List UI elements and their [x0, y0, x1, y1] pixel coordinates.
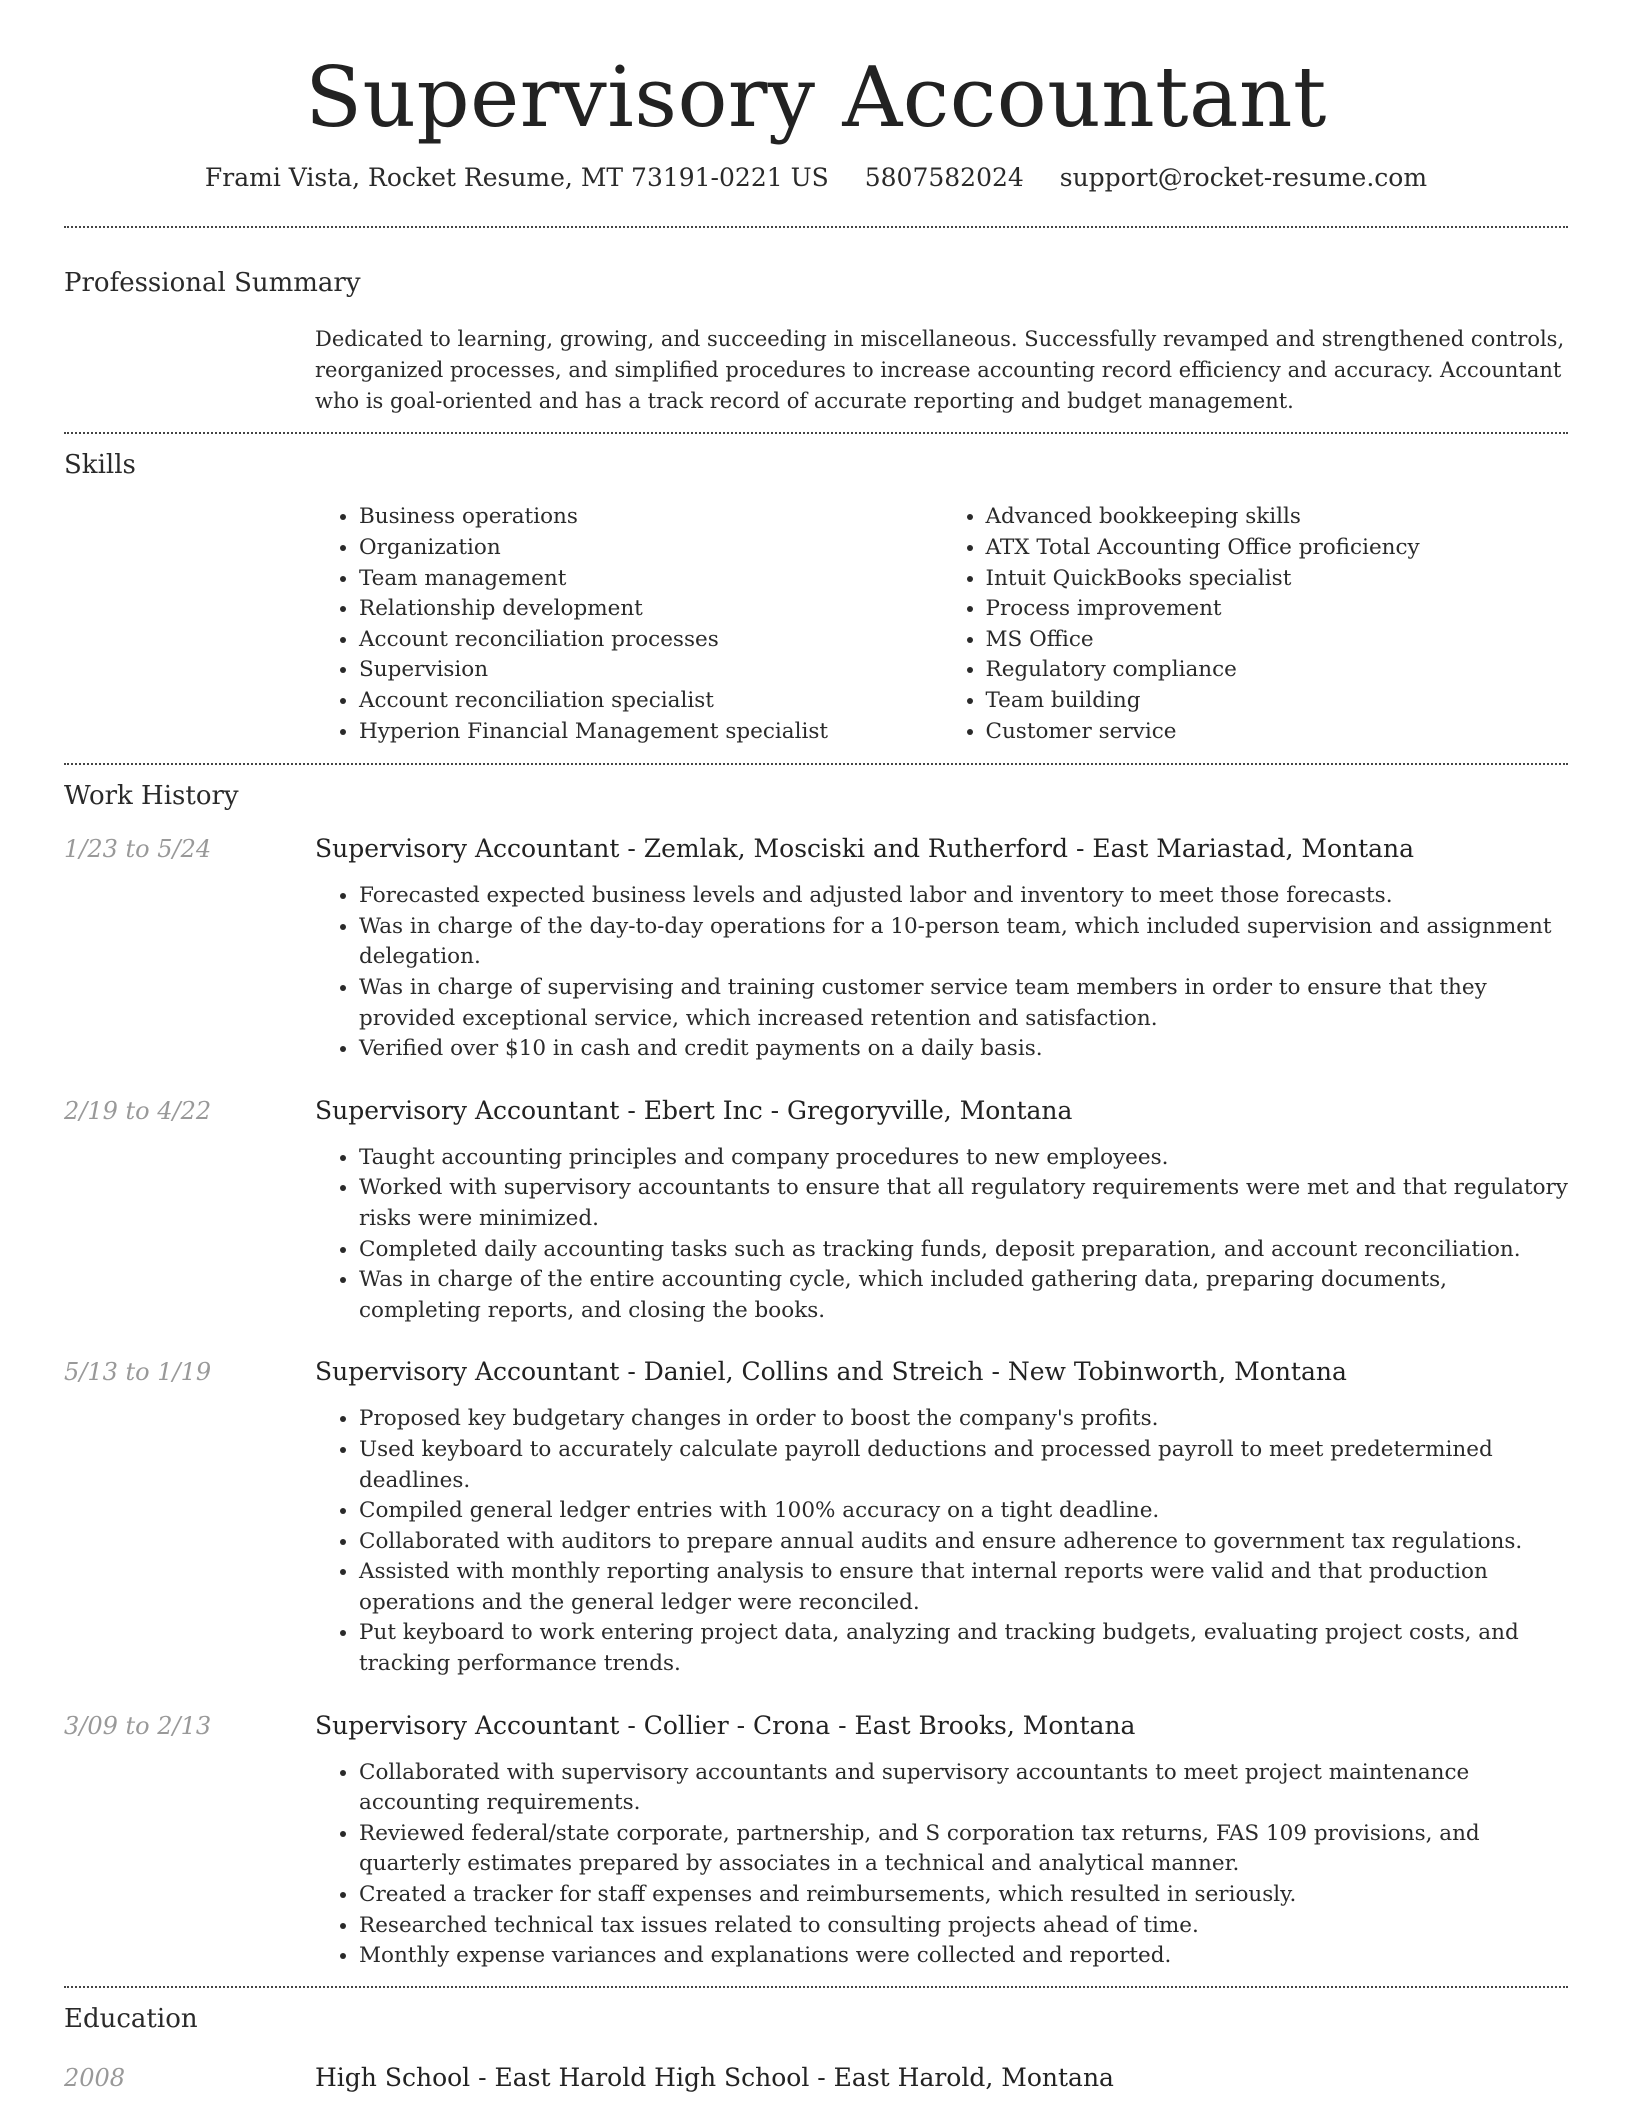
job-dates: 5/13 to 1/19: [64, 1358, 212, 1387]
job-bullet: • Worked with supervisory accountants to ensure that all regulatory requirements were met and that regulatory risks were minimized.: [359, 1173, 1568, 1234]
job-dates: 1/23 to 5/24: [64, 835, 212, 864]
summary-section: [64, 268, 1568, 417]
job-bullet: • Used keyboard to accurately calculate payroll deductions and processed payroll to meet predetermined deadlines.: [359, 1435, 1568, 1496]
job-bullet: • Was in charge of the entire accounting cycle, which included gathering data, preparing documents, completing reports, and closing the books.: [359, 1265, 1568, 1326]
skill-item: • Business operations: [359, 502, 942, 533]
candidate-name: Supervisory Accountant: [305, 49, 1327, 146]
job-title: Supervisory Accountant - Collier - Crona - East Brooks, Montana: [315, 1710, 1136, 1740]
contact-address: Frami Vista, Rocket Resume, MT 73191-0221 US: [204, 163, 829, 193]
skill-item: • Intuit QuickBooks specialist: [986, 564, 1569, 595]
job-bullet: • Researched technical tax issues related to consulting projects ahead of time.: [359, 1911, 1568, 1942]
summary-heading: Professional Summary: [64, 268, 361, 299]
work-history-heading: Work History: [64, 781, 239, 812]
skills-list-right: [942, 502, 1569, 747]
job-bullet-list: [315, 1758, 1568, 1972]
job-bullet: • Reviewed federal/state corporate, partnership, and S corporation tax returns, FAS 109 provisions, and quarterly estimates prepared by associates in a technical and analytical manner.: [359, 1819, 1568, 1880]
job-bullet: • Collaborated with supervisory accountants and supervisory accountants to meet project maintenance accounting requirements.: [359, 1758, 1568, 1819]
job-body: [315, 1356, 1568, 1679]
skills-list-left: [315, 502, 942, 747]
job-body: [315, 1095, 1568, 1327]
work-history-section: [64, 765, 1568, 1972]
job-bullet: • Was in charge of the day-to-day operations for a 10-person team, which included supervision and assignment delegation.: [359, 912, 1568, 973]
job-entry: [64, 1356, 1568, 1679]
skill-item: • Customer service: [986, 717, 1569, 748]
job-title: Supervisory Accountant - Zemlak, Mosciski and Rutherford - East Mariastad, Montana: [315, 834, 1415, 864]
job-bullet: • Compiled general ledger entries with 100% accuracy on a tight deadline.: [359, 1496, 1568, 1527]
skill-item: • ATX Total Accounting Office proficiency: [986, 533, 1569, 564]
skill-item: • Hyperion Financial Management specialist: [359, 717, 942, 748]
skills-section: [64, 434, 1568, 747]
skills-columns: [315, 502, 1568, 747]
education-body: [315, 2062, 1568, 2094]
job-bullet: • Created a tracker for staff expenses and reimbursements, which resulted in seriously.: [359, 1880, 1568, 1911]
job-bullet-list: [315, 1404, 1568, 1679]
job-bullet: • Was in charge of supervising and training customer service team members in order to ensure that they provided exceptional service, which increased retention and satisfaction.: [359, 973, 1568, 1034]
skill-item: • Relationship development: [359, 594, 942, 625]
education-year: 2008: [64, 2063, 126, 2092]
job-bullet: • Proposed key budgetary changes in order to boost the company's profits.: [359, 1404, 1568, 1435]
skill-item: • Supervision: [359, 655, 942, 686]
summary-text: Dedicated to learning, growing, and succeeding in miscellaneous. Successfully revamped and strengthened controls, reorganized processes, and simplified procedures to increase accounting record efficiency and accuracy. Accountant who is goal-oriented and has a track record of accurate reporting and budget management.: [315, 327, 1565, 414]
skills-heading: Skills: [64, 450, 136, 481]
job-entry: [64, 1710, 1568, 1972]
contact-phone: 5807582024: [864, 163, 1024, 193]
job-bullet: • Completed daily accounting tasks such as tracking funds, deposit preparation, and account reconciliation.: [359, 1235, 1568, 1266]
skill-item: • Advanced bookkeeping skills: [986, 502, 1569, 533]
skill-item: • Account reconciliation processes: [359, 625, 942, 656]
job-dates: 3/09 to 2/13: [64, 1711, 212, 1740]
job-bullet: • Collaborated with auditors to prepare annual audits and ensure adherence to government tax regulations.: [359, 1527, 1568, 1558]
contact-line: [64, 163, 1568, 192]
skill-item: • Process improvement: [986, 594, 1569, 625]
education-section: [64, 1988, 1568, 2094]
resume-page: [64, 0, 1568, 2094]
education-heading: Education: [64, 2003, 198, 2034]
job-bullet: • Taught accounting principles and company procedures to new employees.: [359, 1143, 1568, 1174]
skill-item: • Team building: [986, 686, 1569, 717]
job-bullet: • Monthly expense variances and explanations were collected and reported.: [359, 1941, 1568, 1972]
job-bullet: • Assisted with monthly reporting analysis to ensure that internal reports were valid and that production operations and the general ledger were reconciled.: [359, 1557, 1568, 1618]
job-body: [315, 1710, 1568, 1972]
skill-item: • Account reconciliation specialist: [359, 686, 942, 717]
job-entry: [64, 1095, 1568, 1327]
skill-item: • Team management: [359, 564, 942, 595]
job-bullet: • Forecasted expected business levels and adjusted labor and inventory to meet those forecasts.: [359, 881, 1568, 912]
job-bullet-list: [315, 881, 1568, 1065]
skill-item: • Organization: [359, 533, 942, 564]
divider: [64, 226, 1568, 228]
job-bullet: • Put keyboard to work entering project data, analyzing and tracking budgets, evaluating project costs, and tracking performance trends.: [359, 1618, 1568, 1679]
job-bullet-list: [315, 1143, 1568, 1327]
job-dates: 2/19 to 4/22: [64, 1096, 212, 1125]
job-entry: [64, 833, 1568, 1065]
job-list: [64, 833, 1568, 1972]
education-title: High School - East Harold High School - East Harold, Montana: [315, 2062, 1114, 2092]
job-bullet: • Verified over $10 in cash and credit payments on a daily basis.: [359, 1034, 1568, 1065]
skill-item: • Regulatory compliance: [986, 655, 1569, 686]
job-title: Supervisory Accountant - Ebert Inc - Gregoryville, Montana: [315, 1095, 1073, 1125]
skill-item: • MS Office: [986, 625, 1569, 656]
education-entry: [64, 2062, 1568, 2094]
education-list: [64, 2062, 1568, 2094]
job-body: [315, 833, 1568, 1065]
contact-email[interactable]: support@rocket-resume.com: [1059, 163, 1428, 193]
job-title: Supervisory Accountant - Daniel, Collins and Streich - New Tobinworth, Montana: [315, 1357, 1347, 1387]
